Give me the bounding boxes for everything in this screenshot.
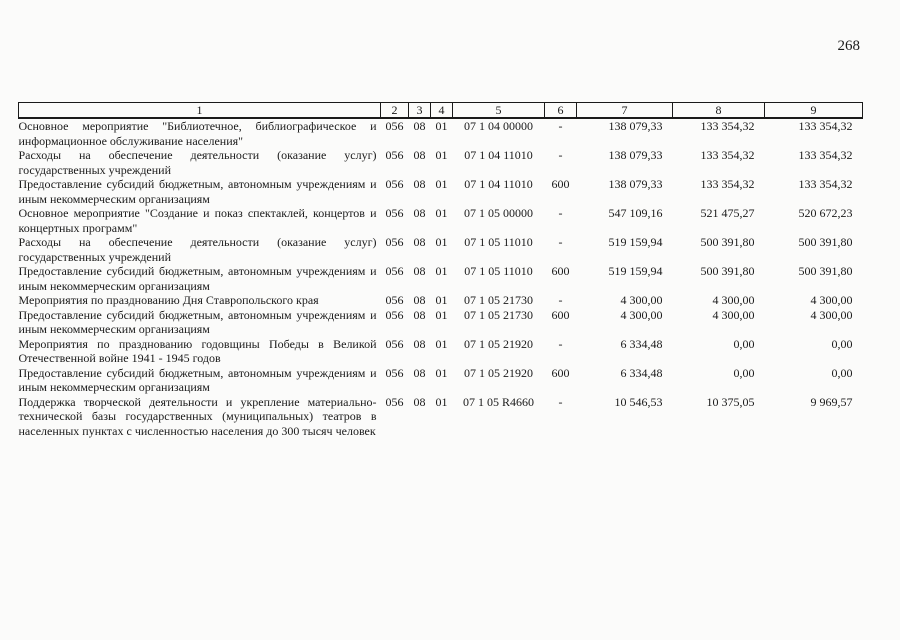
column-number: 8 — [673, 103, 765, 119]
table-row — [19, 337, 863, 366]
section-code: 08 — [413, 336, 426, 351]
subsection-code: 01 — [435, 264, 448, 278]
expense-name: Расходы на обеспечение деятельности (оказание услуг) государственных учреждений — [18, 148, 377, 177]
amount-col-7: 519 159,94 — [608, 264, 663, 278]
ministry-code: 056 — [385, 264, 404, 278]
expense-type-code: - — [558, 119, 563, 133]
expense-type-code: 600 — [551, 177, 570, 191]
amount-col-8: 10 375,05 — [706, 394, 755, 409]
expense-name: Предоставление субсидий бюджетным, автономным учреждениям и иным некоммерческим организациям — [18, 264, 377, 293]
section-code: 08 — [413, 119, 426, 133]
table-row — [19, 395, 863, 439]
table-row — [19, 206, 863, 235]
target-article-code: 07 1 04 11010 — [464, 177, 533, 191]
amount-col-7: 138 079,33 — [608, 177, 663, 191]
expense-name: Основное мероприятие "Библиотечное, библиографическое и информационное обслуживание населения" — [18, 119, 377, 148]
amount-col-8: 133 354,32 — [700, 119, 755, 133]
table-row — [19, 177, 863, 206]
column-number: 4 — [431, 103, 453, 119]
amount-col-9: 4 300,00 — [810, 307, 853, 322]
amount-col-7: 138 079,33 — [608, 148, 663, 162]
expense-name: Предоставление субсидий бюджетным, автономным учреждениям и иным некоммерческим организациям — [18, 365, 377, 394]
ministry-code: 056 — [385, 206, 404, 220]
expense-type-code: - — [558, 206, 563, 220]
column-number: 9 — [765, 103, 863, 119]
section-code: 08 — [413, 293, 426, 307]
expense-name: Предоставление субсидий бюджетным, автономным учреждениям и иным некоммерческим организациям — [18, 177, 377, 206]
target-article-code: 07 1 05 21920 — [464, 365, 533, 380]
expense-type-code: - — [558, 394, 563, 409]
amount-col-8: 0,00 — [733, 336, 755, 351]
subsection-code: 01 — [435, 148, 448, 162]
amount-col-9: 0,00 — [831, 365, 853, 380]
column-number: 2 — [381, 103, 409, 119]
target-article-code: 07 1 05 R4660 — [462, 394, 534, 409]
amount-col-7: 519 159,94 — [608, 235, 663, 249]
ministry-code: 056 — [385, 336, 404, 351]
expense-type-code: 600 — [551, 264, 570, 278]
amount-col-8: 500 391,80 — [700, 235, 755, 249]
section-code: 08 — [413, 206, 426, 220]
expense-name: Мероприятия по празднованию Дня Ставропольского края — [18, 293, 319, 307]
target-article-code: 07 1 05 21920 — [464, 336, 533, 351]
column-number: 7 — [577, 103, 673, 119]
target-article-code: 07 1 05 11010 — [464, 264, 533, 278]
target-article-code: 07 1 05 21730 — [464, 293, 533, 307]
expense-type-code: - — [558, 235, 563, 249]
table-row — [19, 264, 863, 293]
section-code: 08 — [413, 148, 426, 162]
ministry-code: 056 — [385, 119, 404, 133]
subsection-code: 01 — [435, 119, 448, 133]
expense-type-code: 600 — [551, 365, 570, 380]
expense-type-code: - — [558, 148, 563, 162]
expense-type-code: 600 — [551, 307, 570, 322]
column-number: 1 — [19, 103, 381, 119]
section-code: 08 — [413, 307, 426, 322]
section-code: 08 — [413, 235, 426, 249]
column-number: 5 — [453, 103, 545, 119]
expense-name: Расходы на обеспечение деятельности (оказание услуг) государственных учреждений — [18, 235, 377, 264]
ministry-code: 056 — [385, 177, 404, 191]
target-article-code: 07 1 04 00000 — [464, 119, 533, 133]
amount-col-9: 133 354,32 — [798, 119, 853, 133]
ministry-code: 056 — [385, 307, 404, 322]
column-number-row — [19, 103, 863, 119]
amount-col-8: 4 300,00 — [712, 307, 755, 322]
table-row — [19, 235, 863, 264]
target-article-code: 07 1 05 11010 — [464, 235, 533, 249]
expense-type-code: - — [558, 336, 563, 351]
section-code: 08 — [413, 264, 426, 278]
subsection-code: 01 — [435, 177, 448, 191]
ministry-code: 056 — [385, 293, 404, 307]
table-row — [19, 148, 863, 177]
amount-col-9: 0,00 — [831, 336, 853, 351]
ministry-code: 056 — [385, 365, 404, 380]
amount-col-8: 0,00 — [733, 365, 755, 380]
ministry-code: 056 — [385, 148, 404, 162]
table-row — [19, 308, 863, 337]
amount-col-8: 133 354,32 — [700, 148, 755, 162]
amount-col-7: 4 300,00 — [620, 293, 663, 307]
expense-name: Поддержка творческой деятельности и укрепление материально-технической базы государственных (муниципальных) театров в населенных пунктах с численностью населения до 300 тысяч человек — [18, 394, 377, 438]
amount-col-7: 6 334,48 — [620, 365, 663, 380]
expense-name: Предоставление субсидий бюджетным, автономным учреждениям и иным некоммерческим организациям — [18, 307, 377, 336]
amount-col-7: 547 109,16 — [608, 206, 663, 220]
budget-table — [18, 102, 863, 438]
amount-col-9: 133 354,32 — [798, 177, 853, 191]
amount-col-7: 4 300,00 — [620, 307, 663, 322]
table-row — [19, 366, 863, 395]
subsection-code: 01 — [435, 206, 448, 220]
ministry-code: 056 — [385, 235, 404, 249]
expense-type-code: - — [558, 293, 563, 307]
subsection-code: 01 — [435, 307, 448, 322]
table-row — [19, 293, 863, 308]
amount-col-9: 4 300,00 — [810, 293, 853, 307]
amount-col-8: 500 391,80 — [700, 264, 755, 278]
subsection-code: 01 — [435, 365, 448, 380]
column-number: 6 — [545, 103, 577, 119]
subsection-code: 01 — [435, 293, 448, 307]
target-article-code: 07 1 05 21730 — [464, 307, 533, 322]
target-article-code: 07 1 04 11010 — [464, 148, 533, 162]
amount-col-8: 521 475,27 — [700, 206, 755, 220]
expense-name: Основное мероприятие "Создание и показ спектаклей, концертов и концертных программ" — [18, 206, 377, 235]
subsection-code: 01 — [435, 235, 448, 249]
target-article-code: 07 1 05 00000 — [464, 206, 533, 220]
ministry-code: 056 — [385, 394, 404, 409]
page-number: 268 — [837, 38, 860, 54]
subsection-code: 01 — [435, 394, 448, 409]
amount-col-9: 500 391,80 — [798, 264, 853, 278]
amount-col-8: 133 354,32 — [700, 177, 755, 191]
table-row — [19, 118, 863, 148]
amount-col-7: 6 334,48 — [620, 336, 663, 351]
amount-col-7: 10 546,53 — [614, 394, 663, 409]
amount-col-9: 520 672,23 — [798, 206, 853, 220]
column-number: 3 — [409, 103, 431, 119]
amount-col-9: 500 391,80 — [798, 235, 853, 249]
section-code: 08 — [413, 177, 426, 191]
section-code: 08 — [413, 365, 426, 380]
subsection-code: 01 — [435, 336, 448, 351]
amount-col-9: 9 969,57 — [810, 394, 853, 409]
amount-col-7: 138 079,33 — [608, 119, 663, 133]
amount-col-9: 133 354,32 — [798, 148, 853, 162]
amount-col-8: 4 300,00 — [712, 293, 755, 307]
expense-name: Мероприятия по празднованию годовщины Победы в Великой Отечественной войне 1941 - 1945 годов — [18, 336, 377, 365]
section-code: 08 — [413, 394, 426, 409]
